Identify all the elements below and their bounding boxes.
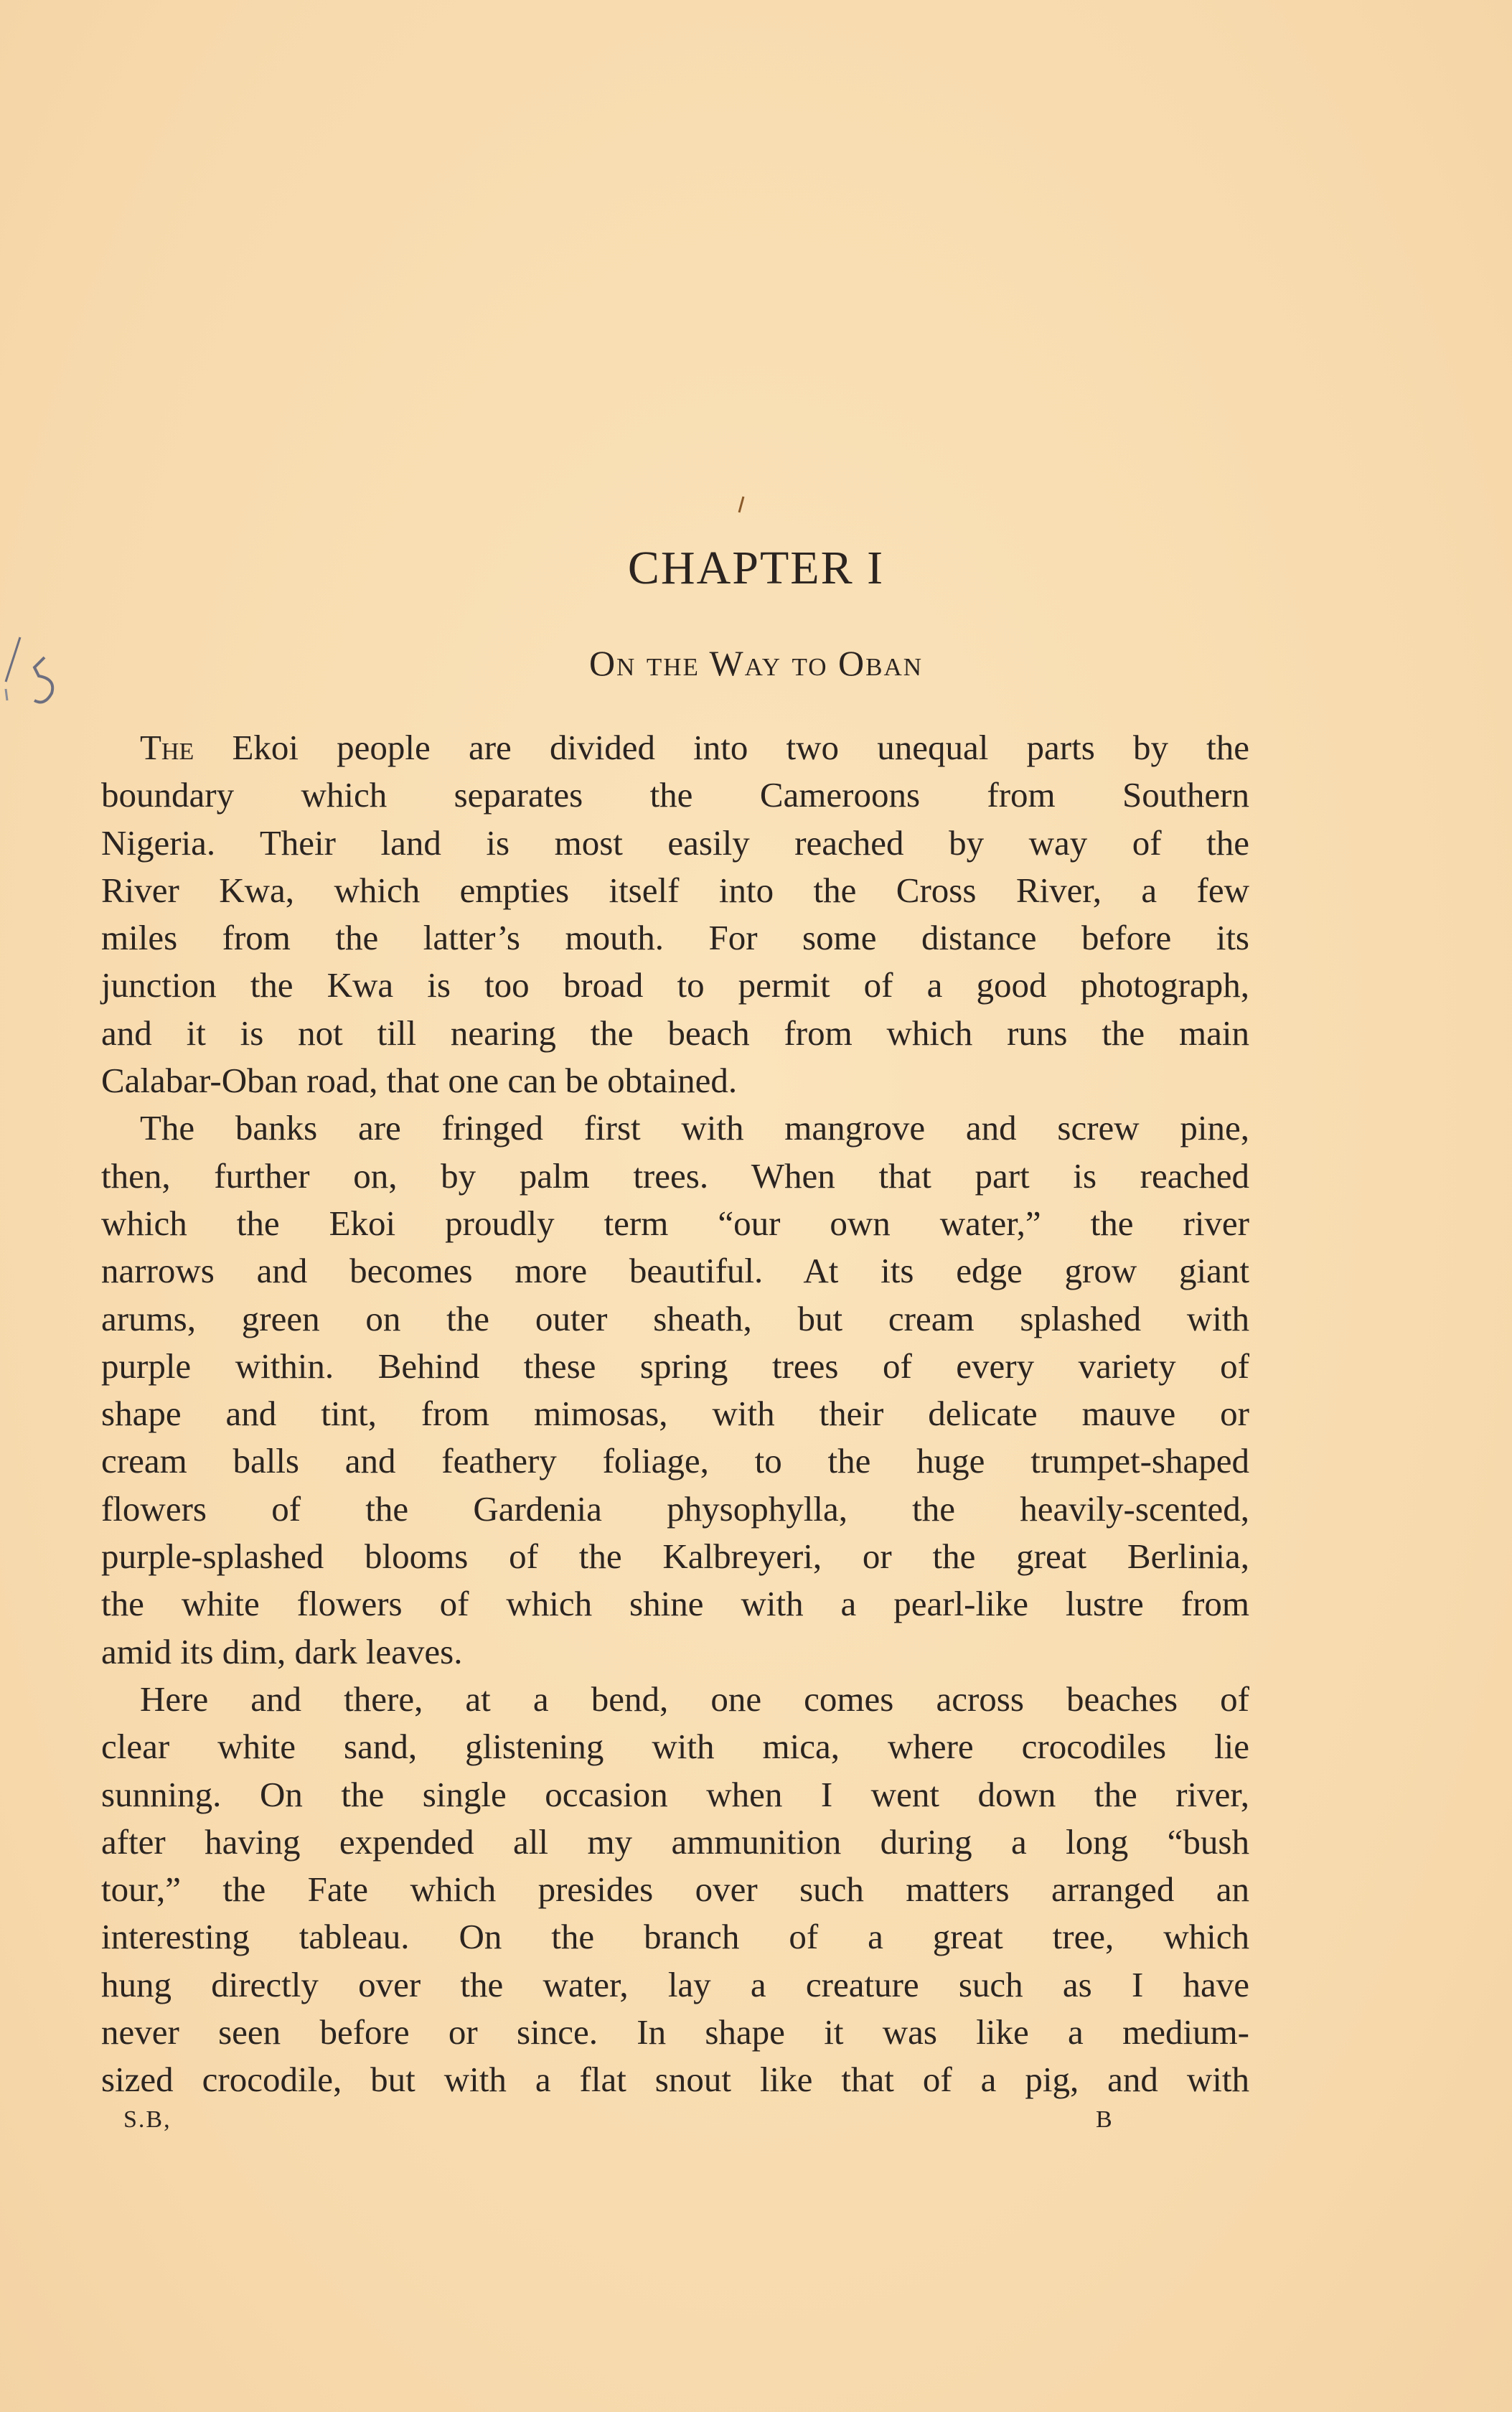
line-text: after having expended all my ammunition during a long “bush [101,1821,1249,1862]
line-text: narrows and becomes more beautiful. At its edge grow giant [101,1251,1249,1291]
line-text: hung directly over the water, lay a creature such as I have [101,1964,1249,2004]
text-line [101,1533,1249,1580]
text-line [101,914,1249,962]
line-text: junction the Kwa is too broad to permit of a good photograph, [101,965,1249,1005]
line-text: arums, green on the outer sheath, but cream splashed with [101,1298,1249,1338]
text-line [101,1913,1249,1961]
text-line [101,1010,1249,1057]
signature-mark: S.B, [123,2106,172,2133]
line-text: sunning. On the single occasion when I went down the river, [101,1774,1249,1814]
line-text: Ekoi people are divided into two unequal parts by the [194,728,1249,767]
line-text: The banks are fringed first with mangrove and screw pine, [140,1108,1249,1148]
line-text: tour,” the Fate which presides over such matters arranged an [101,1869,1249,1910]
bleed-through-text [488,129,1005,208]
text-line [101,1723,1249,1770]
text-line [101,1866,1249,1913]
line-text: amid its dim, dark leaves. [101,1631,463,1671]
text-line [101,962,1249,1009]
text-line [101,1247,1249,1295]
line-text: River Kwa, which empties itself into the Cross River, a few [101,870,1249,910]
line-text: which the Ekoi proudly term “our own water,” the river [101,1203,1249,1243]
line-text: purple within. Behind these spring trees of every variety of [101,1346,1249,1386]
line-text: cream balls and feathery foliage, to the huge trumpet-shaped [101,1441,1249,1481]
text-line [101,1343,1249,1390]
line-text: then, further on, by palm trees. When that part is reached [101,1155,1249,1196]
line-text: and it is not till nearing the beach from which runs the main [101,1013,1249,1053]
text-line [101,1676,1249,1723]
signature-letter: B [1096,2106,1112,2133]
chapter-heading: CHAPTER I [627,542,885,594]
text-line [101,1153,1249,1200]
text-line [101,1295,1249,1343]
line-text: sized crocodile, but with a flat snout like that of a pig, and with [101,2060,1249,2100]
line-text: shape and tint, from mimosas, with their delicate mauve or [101,1394,1249,1434]
pencil-margin-note-icon [0,632,65,710]
text-line [101,1771,1249,1819]
chapter-title: On the Way to Oban [588,643,924,683]
text-line [101,1057,1249,1104]
text-line [101,1390,1249,1437]
text-line [101,1961,1249,2009]
text-line [101,867,1249,914]
lead-word: The [140,728,194,767]
text-line [101,724,1249,771]
line-text: never seen before or since. In shape it was like a medium- [101,2012,1249,2052]
stray-mark-icon [736,495,746,514]
text-line [101,1104,1249,1152]
line-text: boundary which separates the Cameroons from Southern [101,775,1249,815]
text-line [101,1437,1249,1485]
text-line [101,1486,1249,1533]
line-text: purple-splashed blooms of the Kalbreyeri, or the great Berlinia, [101,1536,1249,1577]
line-text: Calabar-Oban road, that one can be obtained. [101,1061,738,1101]
line-text: the white flowers of which shine with a pearl-like lustre from [101,1584,1249,1624]
line-text: flowers of the Gardenia physophylla, the heavily-scented, [101,1488,1249,1529]
text-line [101,2009,1249,2056]
line-text: clear white sand, glistening with mica, where crocodiles lie [101,1727,1249,1767]
line-text: Nigeria. Their land is most easily reached by way of the [101,822,1249,863]
text-line [101,820,1249,867]
text-line [101,1580,1249,1628]
body-text [101,724,1249,2104]
text-line [101,1200,1249,1247]
text-line [101,2056,1249,2103]
text-line [101,1628,1249,1676]
line-text: miles from the latter’s mouth. For some distance before its [101,918,1249,958]
text-line [101,771,1249,819]
text-line [101,1819,1249,1866]
line-text: interesting tableau. On the branch of a great tree, which [101,1917,1249,1957]
line-text: Here and there, at a bend, one comes across beaches of [140,1679,1249,1719]
